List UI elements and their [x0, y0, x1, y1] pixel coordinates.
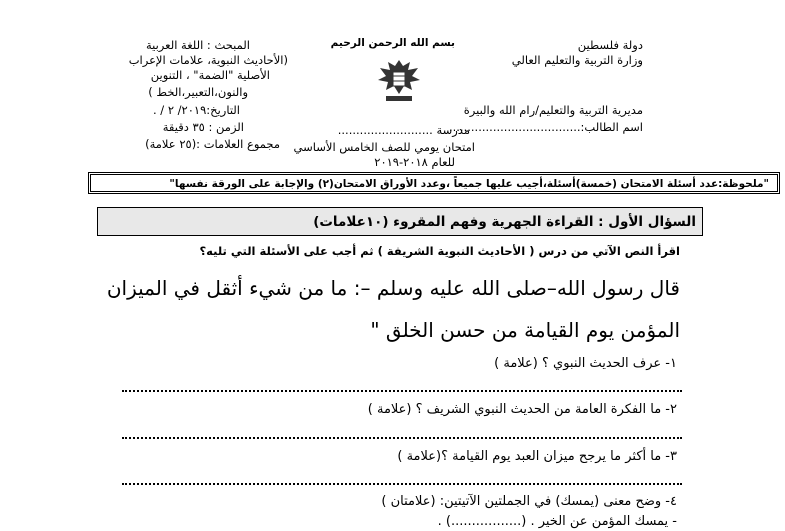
question-4-sentence-1: - يمسك المؤمن عن الخير . (.................) . [437, 514, 677, 529]
question-3: ٣- ما أكثر ما يرجح ميزان العبد يوم القيامة ؟(علامة ) [397, 449, 677, 464]
exam-date: التاريخ:٢٠١٩/ ٢ / . [152, 103, 240, 117]
answer-line-3[interactable] [122, 483, 682, 485]
exam-duration: الزمن : ٣٥ دقيقة [162, 120, 244, 134]
school-field[interactable]: مدرسة .......................... [337, 123, 470, 137]
total-marks: مجموع العلامات :(٢٥ علامة) [145, 137, 280, 151]
passage-line-2: المؤمن يوم القيامة من حسن الخلق " [370, 318, 680, 342]
header-country: دولة فلسطين [577, 38, 643, 52]
header-ministry: وزارة التربية والتعليم العالي [511, 53, 643, 67]
section1-instruction: اقرأ النص الآتي من درس ( الأحاديث النبوية الشريفة ) ثم أجب على الأسئلة التي تليه؟ [199, 244, 680, 258]
question-4: ٤- وضح معنى (يمسك) في الجملتين الآتيتين: (علامتان ) [381, 494, 677, 509]
question-1: ١- عرف الحديث النبوي ؟ (علامة ) [494, 356, 677, 371]
section1-title: السؤال الأول : القراءة الجهرية وفهم المقروء (١٠علامات) [313, 214, 696, 230]
exam-note-text: "ملحوظة:عدد أسئلة الامتحان (خمسة)أسئلة،أجيب عليها جميعاً ،وعدد الأوراق الامتحان(٢) والإجابة على الورقة نفسها" [169, 178, 769, 190]
exam-title: امتحان يومي للصف الخامس الأساسي [293, 140, 475, 154]
question-2: ٢- ما الفكرة العامة من الحديث النبوي الشريف ؟ (علامة ) [367, 402, 677, 417]
eagle-emblem-icon [374, 54, 424, 104]
subject: المبحث : اللغة العربية [145, 38, 250, 52]
answer-line-2[interactable] [122, 437, 682, 439]
basmala: بسم الله الرحمن الرحيم [330, 37, 455, 49]
exam-year: للعام ٢٠١٨-٢٠١٩ [374, 155, 455, 169]
section1-title-box [97, 207, 703, 236]
subject-topics-3: والنون،التعبير،الخط ) [148, 85, 248, 99]
exam-note-box [88, 172, 780, 194]
answer-line-1[interactable] [122, 390, 682, 392]
header-directorate: مديرية التربية والتعليم/رام الله والبيرة [463, 103, 643, 117]
passage-line-1: قال رسول الله–صلى الله عليه وسلم –: ما من شيء أثقل في الميزان [106, 276, 680, 300]
subject-topics-2: الأصلية "الضمة" ، التنوين [150, 68, 270, 82]
student-name-field[interactable]: اسم الطالب:.................................... [448, 120, 643, 134]
subject-topics-1: (الأحاديث النبوية، علامات الإعراب [128, 53, 288, 67]
